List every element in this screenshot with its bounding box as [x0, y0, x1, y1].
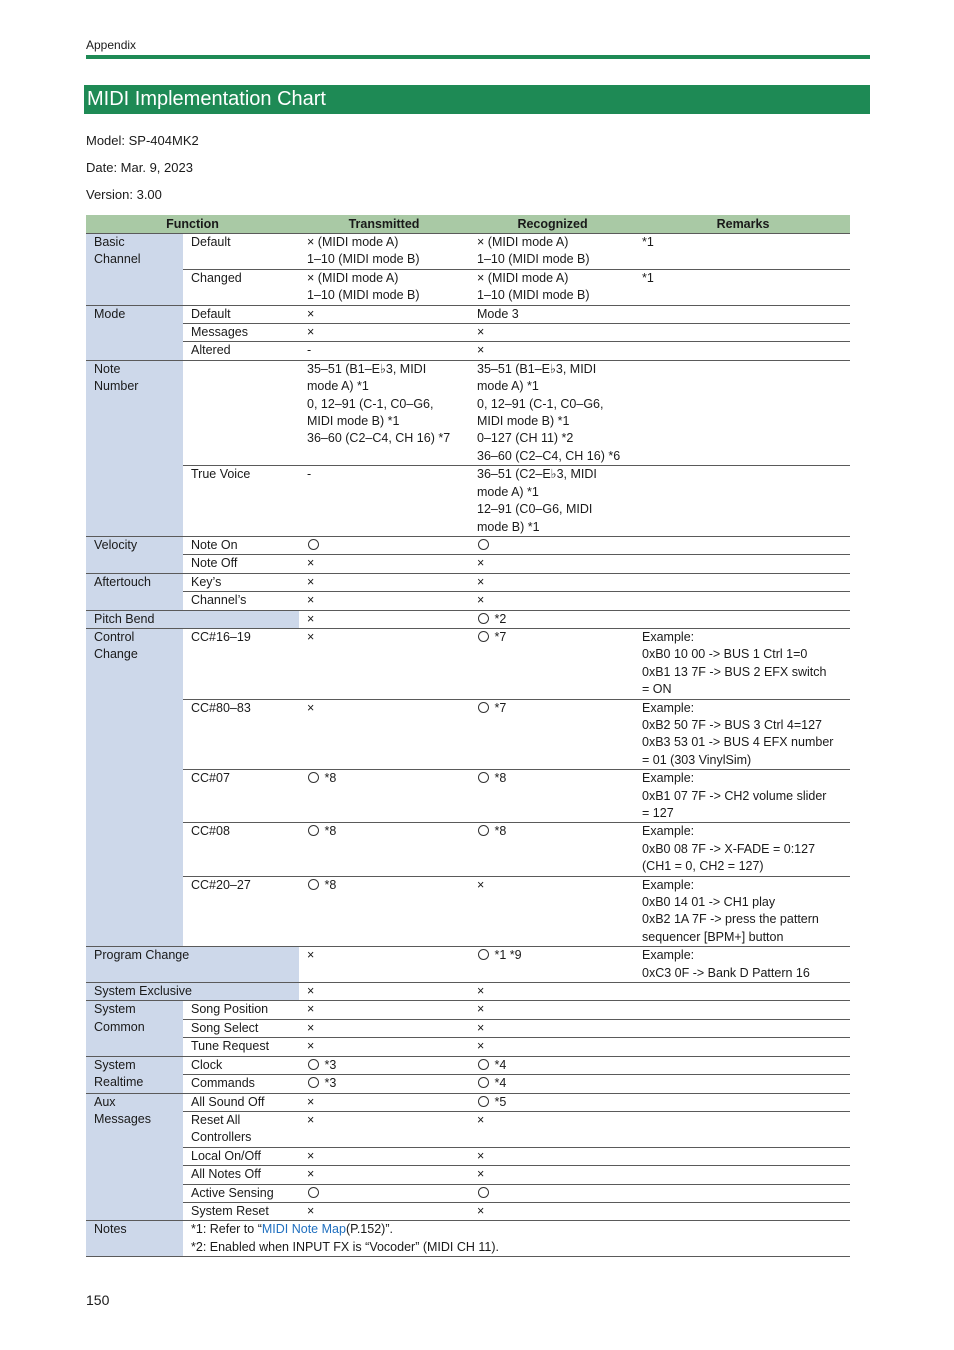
table-row	[86, 770, 850, 823]
sub-label: Reset All Controllers	[183, 1111, 299, 1147]
table-row	[86, 342, 850, 360]
transmitted-cell: ×	[299, 1038, 469, 1056]
recognized-cell: ×	[469, 1202, 636, 1220]
category-pitch-bend: Pitch Bend	[86, 610, 299, 628]
note-text: (P.152)”.	[345, 1222, 393, 1237]
recognized-cell	[469, 536, 636, 554]
recognized-cell: 35–51 (B1–E♭3, MIDI mode A) *1 0, 12–91 (C-1, C0–G6, MIDI mode B) *1 0–127 (CH 11) *2 36–60 (C2–C4, CH 16) *6	[469, 360, 636, 465]
note-ref: *4	[494, 1076, 507, 1091]
category-system-common: System Common	[86, 1001, 183, 1056]
category-aux-messages: Aux Messages	[86, 1093, 183, 1221]
table-row	[86, 1075, 850, 1093]
remarks-cell	[636, 1093, 850, 1111]
remarks-cell: Example: 0xB0 10 00 -> BUS 1 Ctrl 1=0 0xB1 13 7F -> BUS 2 EFX switch = ON	[636, 628, 850, 699]
remarks-cell	[636, 1038, 850, 1056]
transmitted-cell: ×	[299, 1019, 469, 1037]
column-header-recognized: Recognized	[469, 215, 636, 234]
category-velocity: Velocity	[86, 536, 183, 573]
circle-icon	[478, 1187, 489, 1198]
remarks-cell	[636, 1147, 850, 1165]
circle-icon	[308, 1187, 319, 1198]
recognized-cell	[469, 1093, 636, 1111]
circle-icon	[308, 1059, 319, 1070]
table-row	[86, 573, 850, 591]
remarks-cell: *1	[636, 234, 850, 270]
circle-icon	[478, 825, 489, 836]
table-row	[86, 234, 850, 270]
transmitted-cell	[299, 1184, 469, 1202]
table-row	[86, 1166, 850, 1184]
category-aftertouch: Aftertouch	[86, 573, 183, 610]
transmitted-cell: ×	[299, 305, 469, 323]
page-number: 150	[86, 1292, 110, 1308]
version-line: Version: 3.00	[86, 187, 162, 202]
recognized-cell: ×	[469, 1147, 636, 1165]
notes-cell	[183, 1221, 850, 1257]
sub-label: Song Position	[183, 1001, 299, 1019]
sub-label: Messages	[183, 324, 299, 342]
table-row	[86, 466, 850, 537]
remarks-cell: Example: 0xB1 07 7F -> CH2 volume slider = 127	[636, 770, 850, 823]
note-ref: *8	[324, 771, 337, 786]
sub-label: Commands	[183, 1075, 299, 1093]
sub-label: Local On/Off	[183, 1147, 299, 1165]
column-header-transmitted: Transmitted	[299, 215, 469, 234]
remarks-cell	[636, 1019, 850, 1037]
circle-icon	[478, 702, 489, 713]
table-row	[86, 1221, 850, 1257]
table-row	[86, 983, 850, 1001]
sub-label: CC#20–27	[183, 876, 299, 947]
recognized-cell: ×	[469, 1019, 636, 1037]
category-program-change: Program Change	[86, 947, 299, 983]
recognized-cell: ×	[469, 342, 636, 360]
date-line: Date: Mar. 9, 2023	[86, 160, 193, 175]
recognized-cell	[469, 610, 636, 628]
sub-label: Song Select	[183, 1019, 299, 1037]
transmitted-cell: ×	[299, 1111, 469, 1147]
table-row	[86, 1111, 850, 1147]
transmitted-cell	[299, 536, 469, 554]
transmitted-cell: ×	[299, 1202, 469, 1220]
remarks-cell	[636, 1166, 850, 1184]
remarks-cell	[636, 1075, 850, 1093]
note-ref: *8	[494, 824, 507, 839]
circle-icon	[308, 879, 319, 890]
recognized-cell: × (MIDI mode A) 1–10 (MIDI mode B)	[469, 269, 636, 305]
note-ref: *4	[494, 1057, 507, 1072]
recognized-cell: ×	[469, 1166, 636, 1184]
table-row	[86, 1093, 850, 1111]
table-row	[86, 1038, 850, 1056]
sub-label: CC#16–19	[183, 628, 299, 699]
sub-label: Clock	[183, 1056, 299, 1074]
remarks-cell	[636, 1202, 850, 1220]
category-note-number: Note Number	[86, 360, 183, 536]
sub-label: Note Off	[183, 555, 299, 573]
sub-label	[183, 360, 299, 465]
category-system-realtime: System Realtime	[86, 1056, 183, 1093]
recognized-cell: ×	[469, 573, 636, 591]
recognized-cell: ×	[469, 555, 636, 573]
recognized-cell: ×	[469, 592, 636, 610]
table-row	[86, 1056, 850, 1074]
transmitted-cell: ×	[299, 628, 469, 699]
category-notes: Notes	[86, 1221, 183, 1257]
table-row	[86, 324, 850, 342]
midi-note-map-link[interactable]: MIDI Note Map	[261, 1222, 346, 1237]
note-ref: *8	[324, 877, 337, 892]
recognized-cell: × (MIDI mode A) 1–10 (MIDI mode B)	[469, 234, 636, 270]
recognized-cell	[469, 770, 636, 823]
sub-label: Active Sensing	[183, 1184, 299, 1202]
table-header-row	[86, 215, 850, 234]
transmitted-cell: × (MIDI mode A) 1–10 (MIDI mode B)	[299, 269, 469, 305]
note-ref: *3	[324, 1076, 337, 1091]
circle-icon	[308, 539, 319, 550]
remarks-cell	[636, 1184, 850, 1202]
category-mode: Mode	[86, 305, 183, 360]
remarks-cell	[636, 305, 850, 323]
recognized-cell	[469, 1075, 636, 1093]
recognized-cell	[469, 628, 636, 699]
transmitted-cell: ×	[299, 947, 469, 983]
table-row	[86, 305, 850, 323]
table-row	[86, 1001, 850, 1019]
sub-label: Key’s	[183, 573, 299, 591]
remarks-cell	[636, 555, 850, 573]
note-ref: *7	[494, 629, 507, 644]
transmitted-cell: ×	[299, 555, 469, 573]
note-ref: *3	[324, 1057, 337, 1072]
circle-icon	[478, 1096, 489, 1107]
sub-label: Tune Request	[183, 1038, 299, 1056]
sub-label: Default	[183, 305, 299, 323]
transmitted-cell: ×	[299, 1001, 469, 1019]
table-row	[86, 1147, 850, 1165]
remarks-cell	[636, 536, 850, 554]
sub-label: Changed	[183, 269, 299, 305]
table-row	[86, 536, 850, 554]
recognized-cell: ×	[469, 324, 636, 342]
remarks-cell	[636, 1001, 850, 1019]
remarks-cell	[636, 1111, 850, 1147]
circle-icon	[478, 539, 489, 550]
remarks-cell	[636, 324, 850, 342]
recognized-cell: ×	[469, 983, 636, 1001]
remarks-cell: Example: 0xC3 0F -> Bank D Pattern 16	[636, 947, 850, 983]
note-ref: *1 *9	[494, 948, 522, 963]
midi-implementation-table	[86, 215, 850, 1257]
table-row	[86, 876, 850, 947]
transmitted-cell: ×	[299, 983, 469, 1001]
table-row	[86, 628, 850, 699]
remarks-cell: *1	[636, 269, 850, 305]
note-line-2: *2: Enabled when INPUT FX is “Vocoder” (MIDI CH 11).	[191, 1239, 499, 1254]
recognized-cell: 36–51 (C2–E♭3, MIDI mode A) *1 12–91 (C0–G6, MIDI mode B) *1	[469, 466, 636, 537]
transmitted-cell	[299, 1075, 469, 1093]
transmitted-cell: ×	[299, 1147, 469, 1165]
table-row	[86, 947, 850, 983]
sub-label: CC#08	[183, 823, 299, 876]
remarks-cell: Example: 0xB2 50 7F -> BUS 3 Ctrl 4=127 0xB3 53 01 -> BUS 4 EFX number = 01 (303 VinylSim)	[636, 699, 850, 770]
recognized-cell	[469, 1056, 636, 1074]
remarks-cell	[636, 466, 850, 537]
table-row	[86, 1184, 850, 1202]
remarks-cell	[636, 592, 850, 610]
transmitted-cell: × (MIDI mode A) 1–10 (MIDI mode B)	[299, 234, 469, 270]
remarks-cell: Example: 0xB0 08 7F -> X-FADE = 0:127 (CH1 = 0, CH2 = 127)	[636, 823, 850, 876]
table-row	[86, 1202, 850, 1220]
sub-label: True Voice	[183, 466, 299, 537]
category-system-exclusive: System Exclusive	[86, 983, 299, 1001]
page-title: MIDI Implementation Chart	[84, 85, 870, 114]
remarks-cell	[636, 342, 850, 360]
transmitted-cell: -	[299, 466, 469, 537]
note-ref: *8	[494, 771, 507, 786]
table-row	[86, 592, 850, 610]
transmitted-cell: ×	[299, 1166, 469, 1184]
transmitted-cell	[299, 876, 469, 947]
header-rule	[86, 55, 870, 59]
circle-icon	[478, 1077, 489, 1088]
circle-icon	[308, 825, 319, 836]
recognized-cell	[469, 1184, 636, 1202]
table-row	[86, 610, 850, 628]
transmitted-cell: ×	[299, 610, 469, 628]
circle-icon	[308, 1077, 319, 1088]
sub-label: Altered	[183, 342, 299, 360]
note-ref: *5	[494, 1094, 507, 1109]
table-row	[86, 269, 850, 305]
table-row	[86, 555, 850, 573]
remarks-cell	[636, 360, 850, 465]
table-row	[86, 699, 850, 770]
table-row	[86, 360, 850, 465]
sub-label: CC#07	[183, 770, 299, 823]
column-header-function: Function	[86, 215, 299, 234]
sub-label: System Reset	[183, 1202, 299, 1220]
note-ref: *7	[494, 700, 507, 715]
recognized-cell: ×	[469, 1111, 636, 1147]
recognized-cell	[469, 947, 636, 983]
note-text: *1: Refer to “	[191, 1222, 262, 1237]
note-line-1	[191, 1221, 846, 1238]
circle-icon	[478, 631, 489, 642]
transmitted-cell: ×	[299, 1093, 469, 1111]
recognized-cell: Mode 3	[469, 305, 636, 323]
section-label: Appendix	[86, 38, 137, 52]
table-row	[86, 1019, 850, 1037]
recognized-cell: ×	[469, 1038, 636, 1056]
remarks-cell: Example: 0xB0 14 01 -> CH1 play 0xB2 1A 7F -> press the pattern sequencer [BPM+] button	[636, 876, 850, 947]
circle-icon	[478, 1059, 489, 1070]
circle-icon	[478, 613, 489, 624]
remarks-cell	[636, 1056, 850, 1074]
recognized-cell	[469, 823, 636, 876]
recognized-cell: ×	[469, 876, 636, 947]
sub-label: Note On	[183, 536, 299, 554]
category-control-change: Control Change	[86, 628, 183, 946]
recognized-cell	[469, 699, 636, 770]
column-header-remarks: Remarks	[636, 215, 850, 234]
circle-icon	[478, 949, 489, 960]
sub-label: CC#80–83	[183, 699, 299, 770]
circle-icon	[478, 772, 489, 783]
sub-label: All Sound Off	[183, 1093, 299, 1111]
transmitted-cell	[299, 823, 469, 876]
transmitted-cell	[299, 1056, 469, 1074]
model-line: Model: SP-404MK2	[86, 133, 199, 148]
sub-label: Channel’s	[183, 592, 299, 610]
note-ref: *2	[494, 611, 507, 626]
transmitted-cell: -	[299, 342, 469, 360]
transmitted-cell: 35–51 (B1–E♭3, MIDI mode A) *1 0, 12–91 (C-1, C0–G6, MIDI mode B) *1 36–60 (C2–C4, CH 16) *7	[299, 360, 469, 465]
remarks-cell	[636, 983, 850, 1001]
remarks-cell	[636, 610, 850, 628]
transmitted-cell: ×	[299, 592, 469, 610]
category-basic-channel: Basic Channel	[86, 234, 183, 306]
transmitted-cell: ×	[299, 573, 469, 591]
sub-label: Default	[183, 234, 299, 270]
circle-icon	[308, 772, 319, 783]
transmitted-cell: ×	[299, 324, 469, 342]
remarks-cell	[636, 573, 850, 591]
recognized-cell: ×	[469, 1001, 636, 1019]
transmitted-cell: ×	[299, 699, 469, 770]
sub-label: All Notes Off	[183, 1166, 299, 1184]
transmitted-cell	[299, 770, 469, 823]
table-row	[86, 823, 850, 876]
note-ref: *8	[324, 824, 337, 839]
